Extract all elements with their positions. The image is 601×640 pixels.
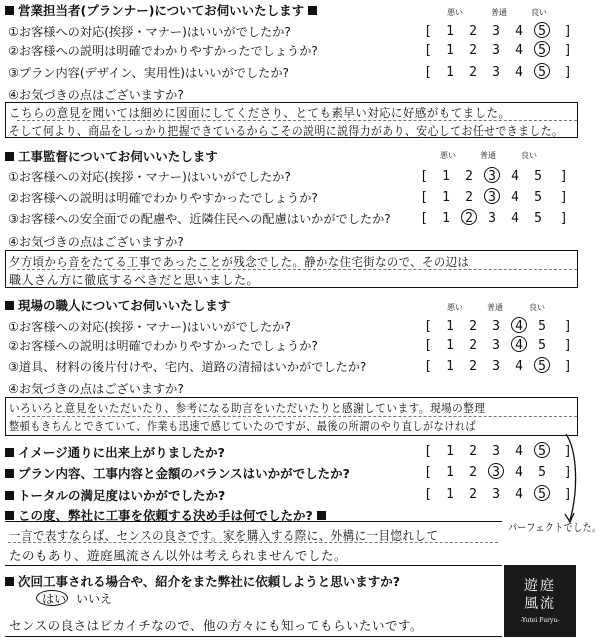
logo-subtext: -Yutei Furyu-: [520, 617, 560, 624]
section-title-supervisor: 工事監督についてお伺いいたします: [5, 147, 218, 165]
comment-box-referral: [5, 605, 502, 637]
rating-number-5: 5: [534, 169, 542, 184]
question-total-satisfaction: トータルの満足度はいかがでしたか?: [5, 486, 225, 504]
selected-circle: [534, 357, 550, 373]
rating-number-3: 3: [492, 465, 500, 480]
label-mid: 普通: [491, 8, 507, 17]
bracket-open: [: [424, 359, 432, 374]
question-supervisor-notes: ④お気づきの点はございますか?: [8, 235, 184, 249]
section-title-planner: 営業担当者(プランナー)についてお伺いいたします: [5, 1, 321, 19]
rating-number-1: 1: [446, 24, 454, 39]
rating-number-5: 5: [538, 465, 546, 480]
handwritten-comment: 夕方頃から音をたてる工事であったことが残念でした。静かな住宅街なので、その辺は: [9, 255, 470, 269]
bracket-open: [: [424, 338, 432, 353]
label-bad: 悪い: [440, 151, 456, 160]
rating-number-4: 4: [515, 487, 523, 502]
handwritten-comment: 整頓もきちんとできていて、作業も迅速で感じていたのですが、最後の所謂のやり直しがなければ: [9, 419, 477, 433]
rating-number-4: 4: [515, 24, 523, 39]
rating-number-2: 2: [469, 338, 477, 353]
rating-number-3: 3: [488, 190, 496, 205]
rating-number-1: 1: [442, 211, 450, 226]
rating-scale: [424, 339, 574, 353]
rating-number-2: 2: [465, 190, 473, 205]
rating-number-1: 1: [446, 65, 454, 80]
question-supervisor-explanation: ②お客様への説明は明確でわかりやすかったでしょうか?: [8, 191, 318, 205]
rating-scale: [424, 66, 574, 80]
section-title-referral: 次回工事される場合や、紹介をまた弊社に依頼しようと思いますか?: [5, 572, 400, 590]
rating-number-3: 3: [488, 211, 496, 226]
bracket-close: ]: [560, 169, 568, 184]
rating-number-5: 5: [538, 65, 546, 80]
rating-number-3: 3: [488, 169, 496, 184]
selected-circle: [511, 317, 527, 333]
handwritten-comment: いろいろと意見をいただいたり、参考になる助言をいただいたりと感謝しています。現場の整理: [9, 401, 486, 415]
label-mid: 普通: [487, 303, 503, 312]
bracket-close: ]: [560, 211, 568, 226]
bracket-close: ]: [564, 65, 572, 80]
comment-box-supervisor: [5, 250, 578, 288]
rating-scale: [420, 170, 570, 184]
bracket-close: ]: [564, 338, 572, 353]
bracket-open: [: [420, 211, 428, 226]
rating-number-4: 4: [515, 444, 523, 459]
rating-number-5: 5: [538, 444, 546, 459]
label-mid: 普通: [480, 151, 496, 160]
bracket-open: [: [424, 319, 432, 334]
rating-number-2: 2: [469, 359, 477, 374]
rating-number-2: 2: [469, 65, 477, 80]
rating-number-4: 4: [515, 43, 523, 58]
rating-number-2: 2: [469, 319, 477, 334]
selected-circle: [484, 167, 500, 183]
handwritten-comment: たのもあり、遊庭風流さん以外は考えられませんでした。: [9, 548, 348, 563]
handwritten-comment: そして何より、商品をしっかり把握できているからこその説明に説得力があり、安心してお任せできました。: [9, 124, 564, 138]
handwritten-comment: 一言で表すならば、センスの良さです。家を購入する際に、外構に一目惚れして: [9, 528, 439, 543]
rating-number-4: 4: [515, 359, 523, 374]
rating-number-5: 5: [538, 319, 546, 334]
logo-text: 遊庭: [524, 578, 556, 594]
bracket-close: ]: [564, 319, 572, 334]
rating-number-5: 5: [534, 190, 542, 205]
rating-number-5: 5: [538, 43, 546, 58]
rating-number-4: 4: [511, 169, 519, 184]
question-planner-notes: ④お気づきの点はございますか?: [8, 88, 184, 102]
rating-number-1: 1: [442, 169, 450, 184]
rating-number-1: 1: [446, 43, 454, 58]
rating-number-1: 1: [446, 359, 454, 374]
rating-number-4: 4: [515, 65, 523, 80]
rating-number-1: 1: [446, 487, 454, 502]
rating-number-4: 4: [515, 465, 523, 480]
bracket-open: [: [420, 190, 428, 205]
bracket-open: [: [424, 65, 432, 80]
bracket-open: [: [424, 24, 432, 39]
question-craftsmen-cleanup: ③道具、材料の後片付けや、宅内、道路の清掃はいかがでしたか?: [8, 360, 367, 374]
arrow-icon: [548, 432, 582, 532]
rating-scale: [424, 44, 574, 58]
rating-number-2: 2: [469, 43, 477, 58]
side-note-perfect: パーフェクトでした。: [508, 521, 601, 534]
answer-yes: はい: [42, 592, 67, 606]
rating-number-5: 5: [538, 24, 546, 39]
rating-number-1: 1: [446, 319, 454, 334]
bracket-close: ]: [564, 465, 572, 480]
bracket-open: [: [420, 169, 428, 184]
selected-circle: [534, 63, 550, 79]
question-planner-plan: ③プラン内容(デザイン、実用性)はいいがでしたか?: [8, 66, 290, 80]
label-good: 良い: [529, 303, 545, 312]
rating-number-5: 5: [534, 211, 542, 226]
selected-circle: [534, 22, 550, 38]
label-bad: 悪い: [447, 8, 463, 17]
label-good: 良い: [531, 8, 547, 17]
divider: [17, 416, 577, 417]
rating-number-2: 2: [469, 444, 477, 459]
bracket-close: ]: [564, 444, 572, 459]
bracket-close: ]: [564, 359, 572, 374]
bracket-close: ]: [560, 190, 568, 205]
handwritten-comment: 職人さん方に徹底するべきだと思いました。: [9, 273, 260, 287]
rating-number-4: 4: [515, 319, 523, 334]
rating-number-4: 4: [515, 338, 523, 353]
question-supervisor-safety: ③お客様への安全面での配慮や、近隣住民への配慮はいかがでしたか?: [8, 212, 391, 226]
bracket-open: [: [424, 444, 432, 459]
rating-number-3: 3: [492, 319, 500, 334]
rating-scale: [424, 25, 574, 39]
bracket-close: ]: [564, 487, 572, 502]
bracket-close: ]: [564, 43, 572, 58]
question-planner-explanation: ②お客様への説明は明確でわかりやすかったでしょうか?: [8, 44, 318, 58]
rating-number-3: 3: [492, 487, 500, 502]
rating-number-1: 1: [446, 465, 454, 480]
selected-circle: [511, 336, 527, 352]
rating-number-2: 2: [465, 211, 473, 226]
comment-box-planner: [5, 102, 578, 138]
question-craftsmen-notes: ④お気づきの点はございますか?: [8, 382, 184, 396]
handwritten-comment: センスの良さはピカイチなので、他の方々にも知ってもらいたいです。: [9, 618, 424, 633]
label-bad: 悪い: [447, 303, 463, 312]
question-craftsmen-explanation: ②お客様への説明は明確でわかりやすかったでしょうか?: [8, 339, 318, 353]
answer-no: いいえ: [76, 592, 113, 606]
rating-number-5: 5: [538, 487, 546, 502]
bracket-close: ]: [564, 24, 572, 39]
rating-scale: [420, 212, 570, 226]
rating-number-3: 3: [492, 444, 500, 459]
rating-number-2: 2: [469, 24, 477, 39]
comment-box-craftsmen: [5, 397, 578, 436]
rating-scale: [424, 360, 574, 374]
rating-number-5: 5: [538, 338, 546, 353]
rating-number-1: 1: [442, 190, 450, 205]
comment-box-deciding-factor: [5, 521, 502, 566]
rating-number-3: 3: [492, 43, 500, 58]
rating-number-1: 1: [446, 444, 454, 459]
rating-number-5: 5: [538, 359, 546, 374]
question-result-match: イメージ通りに出来上がりましたか?: [5, 443, 225, 461]
rating-number-3: 3: [492, 338, 500, 353]
bracket-open: [: [424, 465, 432, 480]
rating-number-4: 4: [511, 211, 519, 226]
rating-number-2: 2: [469, 465, 477, 480]
rating-number-3: 3: [492, 359, 500, 374]
rating-number-3: 3: [492, 65, 500, 80]
rating-scale: [420, 191, 570, 205]
section-title-deciding-factor: この度、弊社に工事を依頼する決め手は何でしたか?: [5, 506, 330, 524]
rating-number-2: 2: [465, 169, 473, 184]
handwritten-comment: こちらの意見を聞いては細めに図面にしてくださり、とても素早い対応に好感がもてました。: [9, 106, 511, 120]
rating-number-1: 1: [446, 338, 454, 353]
bracket-open: [: [424, 43, 432, 58]
question-planner-manner: ①お客様への対応(挨拶・マナー)はいいがでしたか?: [8, 25, 291, 39]
question-supervisor-manner: ①お客様への対応(挨拶・マナー)はいいがでしたか?: [8, 170, 291, 184]
rating-number-2: 2: [469, 487, 477, 502]
rating-number-3: 3: [492, 24, 500, 39]
question-craftsmen-manner: ①お客様への対応(挨拶・マナー)はいいがでしたか?: [8, 320, 291, 334]
selected-circle: [461, 209, 477, 225]
selected-circle: [488, 463, 504, 479]
label-good: 良い: [521, 151, 537, 160]
rating-scale: [424, 320, 574, 334]
rating-number-4: 4: [511, 190, 519, 205]
selected-circle: [484, 188, 500, 204]
question-price-balance: プラン内容、工事内容と金額のバランスはいかがでしたか?: [5, 464, 350, 482]
logo-text: 風流: [524, 596, 556, 612]
company-logo: [504, 565, 576, 637]
section-title-craftsmen: 現場の職人についてお伺いいたします: [5, 296, 230, 314]
selected-circle: [534, 41, 550, 57]
bracket-open: [: [424, 487, 432, 502]
